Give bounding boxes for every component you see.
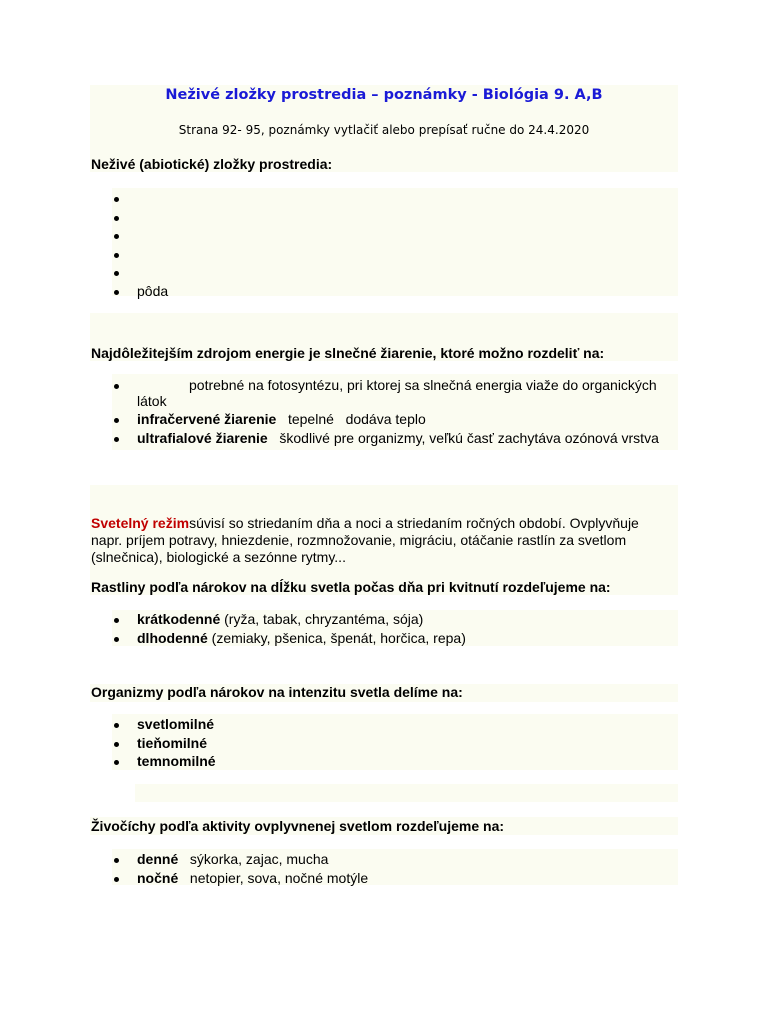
page-title: Neživé zložky prostredia – poznámky - Biológia 9. A,B bbox=[165, 87, 603, 103]
list-item bbox=[112, 263, 168, 282]
section5-heading: Živočíchy podľa aktivity ovplyvnenej svetlom rozdeľujeme na: bbox=[91, 818, 505, 834]
bullet-icon bbox=[114, 742, 119, 747]
list-item-continuation: látok bbox=[137, 393, 167, 409]
list-item: pôda bbox=[112, 282, 168, 301]
bullet-icon bbox=[114, 877, 119, 882]
bullet-icon bbox=[114, 618, 119, 623]
bullet-icon bbox=[114, 760, 119, 765]
list-item: potrebné na fotosyntézu, pri ktorej sa slnečná energia viaže do organických bbox=[112, 376, 659, 394]
list-item: svetlomilné bbox=[112, 715, 216, 734]
section2-heading: Najdôležitejším zdrojom energie je slnečné žiarenie, ktoré možno rozdeliť na: bbox=[91, 345, 605, 361]
bullet-icon bbox=[114, 216, 119, 221]
section3-list bbox=[112, 610, 466, 647]
section4-heading: Organizmy podľa nárokov na intenzitu svetla delíme na: bbox=[91, 684, 463, 700]
bullet-icon bbox=[114, 290, 119, 295]
band-gap4 bbox=[135, 784, 678, 802]
light-regime-paragraph: Svetelný režimsúvisí so striedaním dňa a noci a striedaním ročných období. Ovplyvňuje napr. príjem potravy, hniezdenie, rozmnožovanie, migráciu, otáčanie rastlín za svetlom (slnečnica), biologické a sezónne rytmy... bbox=[91, 515, 639, 565]
light-regime-term: Svetelný režim bbox=[91, 515, 190, 531]
list-item: ultrafialové žiarenie škodlivé pre organizmy, veľkú časť zachytáva ozónová vrstva bbox=[112, 429, 659, 448]
list-item bbox=[112, 245, 168, 264]
section5-list bbox=[112, 850, 368, 887]
list-item: krátkodenné (ryža, tabak, chryzantéma, sója) bbox=[112, 610, 466, 629]
section4-list bbox=[112, 715, 216, 771]
list-item bbox=[112, 189, 168, 208]
list-item: nočné netopier, sova, nočné motýle bbox=[112, 869, 368, 888]
band-list1 bbox=[112, 188, 678, 296]
list-item: temnomilné bbox=[112, 752, 216, 771]
section1-heading: Neživé (abiotické) zložky prostredia: bbox=[91, 156, 333, 172]
bullet-icon bbox=[114, 418, 119, 423]
list-item bbox=[112, 208, 168, 227]
section1-list bbox=[112, 189, 168, 300]
bullet-icon bbox=[114, 637, 119, 642]
list-item: dlhodenné (zemiaky, pšenica, špenát, horčica, repa) bbox=[112, 629, 466, 648]
bullet-icon bbox=[114, 384, 119, 389]
list-item: tieňomilné bbox=[112, 734, 216, 753]
bullet-icon bbox=[114, 437, 119, 442]
bullet-icon bbox=[114, 197, 119, 202]
page-subtitle: Strana 92- 95, poznámky vytlačiť alebo prepísať ručne do 24.4.2020 bbox=[178, 123, 590, 137]
list-item: denné sýkorka, zajac, mucha bbox=[112, 850, 368, 869]
bullet-icon bbox=[114, 858, 119, 863]
list-item: infračervené žiarenie tepelné dodáva teplo bbox=[112, 410, 659, 429]
section3-heading: Rastliny podľa nárokov na dĺžku svetla počas dňa pri kvitnutí rozdeľujeme na: bbox=[91, 579, 611, 595]
section2-list bbox=[112, 376, 659, 447]
bullet-icon bbox=[114, 723, 119, 728]
bullet-icon bbox=[114, 253, 119, 258]
bullet-icon bbox=[114, 234, 119, 239]
list-item bbox=[112, 226, 168, 245]
bullet-icon bbox=[114, 271, 119, 276]
